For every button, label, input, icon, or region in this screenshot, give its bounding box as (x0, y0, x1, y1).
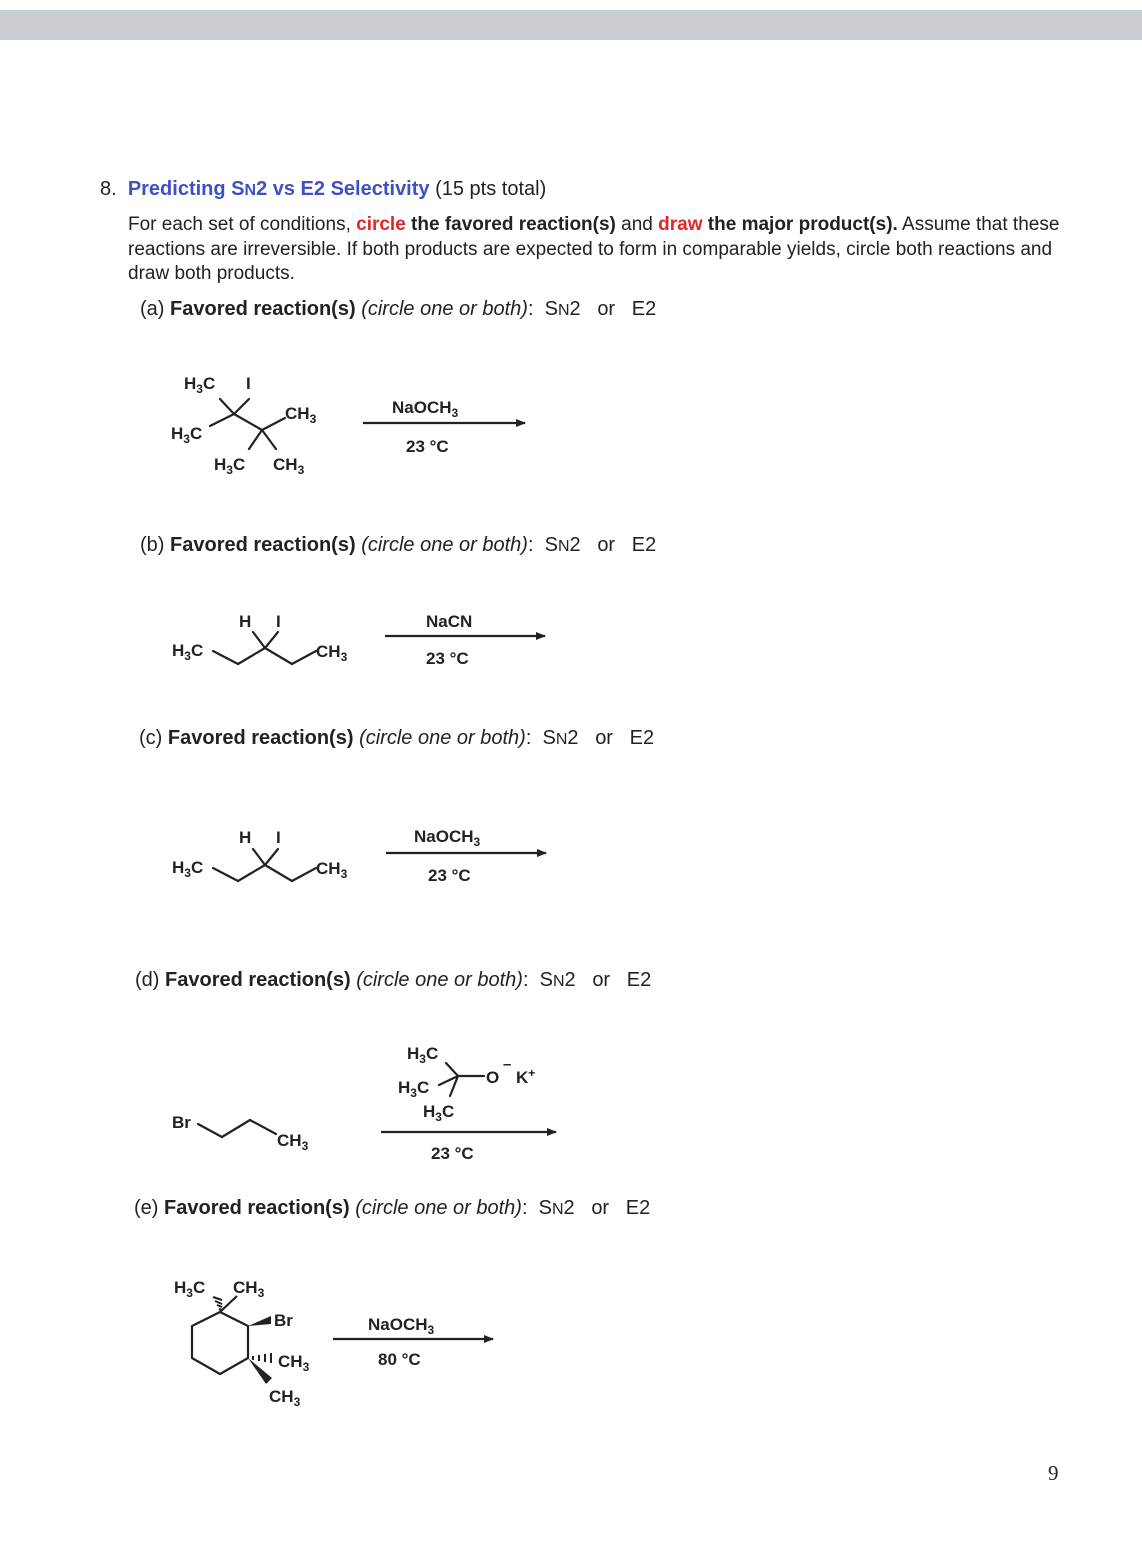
molecule-c-labels (172, 828, 348, 881)
hashed-wedge (253, 1353, 271, 1363)
atom-label: $H_3C$ (172, 641, 204, 663)
atom-label: $H_3C$ (423, 1102, 455, 1124)
hashed-wedge (213, 1297, 222, 1310)
question-topic: Predicting SN2 vs E2 Selectivity (127, 178, 430, 200)
atom-label: $H_3C$ (398, 1078, 430, 1100)
sn2-option[interactable]: SN2 (538, 1197, 575, 1219)
e2-option[interactable]: E2 (631, 534, 657, 556)
atom-label: I (246, 374, 251, 393)
atom-label: $CH_3$ (316, 859, 348, 881)
solid-wedge (248, 1316, 271, 1326)
atom-label: I (276, 612, 281, 631)
sn2-option[interactable]: SN2 (542, 727, 579, 749)
atom-label: $CH_3$ (233, 1278, 265, 1300)
atom-label: Br (172, 1113, 191, 1132)
instructions-paragraph: For each set of conditions, circle the favored reaction(s) and draw the major product(s). Assume that these reactions are irreversible. If both products are expected to form in comparable yields, circle both reactions and draw both products. (128, 214, 1060, 284)
condition-label-e: 80 °C (378, 1350, 421, 1369)
part-a-prompt: (a) Favored reaction(s) (circle one or both): SN2 or E2 (140, 298, 657, 320)
reagent-d-labels (398, 1044, 535, 1124)
sn2-option[interactable]: SN2 (544, 298, 581, 320)
molecule-e (192, 1312, 248, 1374)
sn2-option[interactable]: SN2 (539, 969, 576, 991)
part-e-prompt: (e) Favored reaction(s) (circle one or both): SN2 or E2 (134, 1197, 651, 1219)
atom-label: $CH_3$ (316, 642, 348, 664)
atom-label: H (239, 612, 252, 631)
molecule-d (198, 1120, 276, 1137)
atom-label: $CH_3$ (277, 1131, 309, 1153)
atom-label: $H_3C$ (174, 1278, 206, 1300)
question-number: 8. (100, 178, 117, 200)
part-d-prompt: (d) Favored reaction(s) (circle one or both): SN2 or E2 (135, 969, 652, 991)
molecule-e-labels (174, 1278, 310, 1409)
part-c-prompt: (c) Favored reaction(s) (circle one or both): SN2 or E2 (139, 727, 655, 749)
reagent-d-tbuok (439, 1063, 484, 1096)
bond (220, 1296, 237, 1312)
reagent-label-e: NaOCH$_3$ (368, 1315, 435, 1337)
question-points: (15 pts total) (435, 178, 547, 200)
condition-label-a: 23 °C (406, 437, 449, 456)
condition-label-d: 23 °C (431, 1144, 474, 1163)
atom-label: O (486, 1068, 500, 1087)
e2-option[interactable]: E2 (626, 969, 652, 991)
sn2-option[interactable]: SN2 (544, 534, 581, 556)
atom-label: $H_3C$ (171, 424, 203, 446)
reagent-label-b: NaCN (426, 612, 473, 631)
atom-label: $CH_3$ (285, 404, 317, 426)
molecule-d-labels (172, 1113, 309, 1153)
atom-label: $H_3C$ (214, 455, 246, 477)
molecule-e-substituents (213, 1296, 272, 1384)
molecule-b-labels (172, 612, 348, 664)
reagent-label-a: NaOCH$_3$ (392, 398, 459, 420)
reagent-label-c: NaOCH$_3$ (414, 827, 481, 849)
molecule-c (213, 849, 316, 881)
e2-option[interactable]: E2 (631, 298, 657, 320)
part-b-prompt: (b) Favored reaction(s) (circle one or both): SN2 or E2 (140, 534, 657, 556)
atom-label: $CH_3$ (273, 455, 305, 477)
atom-label: $CH_3$ (278, 1352, 310, 1374)
molecule-a-labels (171, 374, 317, 477)
page-number: 9 (1048, 1461, 1059, 1485)
atom-label: $CH_3$ (269, 1387, 301, 1409)
atom-label: Br (274, 1311, 293, 1330)
atom-label: I (276, 828, 281, 847)
e2-option[interactable]: E2 (625, 1197, 651, 1219)
e2-option[interactable]: E2 (629, 727, 655, 749)
atom-label: H (239, 828, 252, 847)
condition-label-c: 23 °C (428, 866, 471, 885)
atom-label: K+ (516, 1066, 536, 1087)
atom-label: $H_3C$ (407, 1044, 439, 1066)
atom-label: $H_3C$ (184, 374, 216, 396)
solid-wedge (248, 1358, 272, 1384)
atom-label: $H_3C$ (172, 858, 204, 880)
condition-label-b: 23 °C (426, 649, 469, 668)
charge-label: – (503, 1056, 512, 1073)
molecule-b (213, 632, 316, 664)
molecule-a (210, 399, 285, 449)
